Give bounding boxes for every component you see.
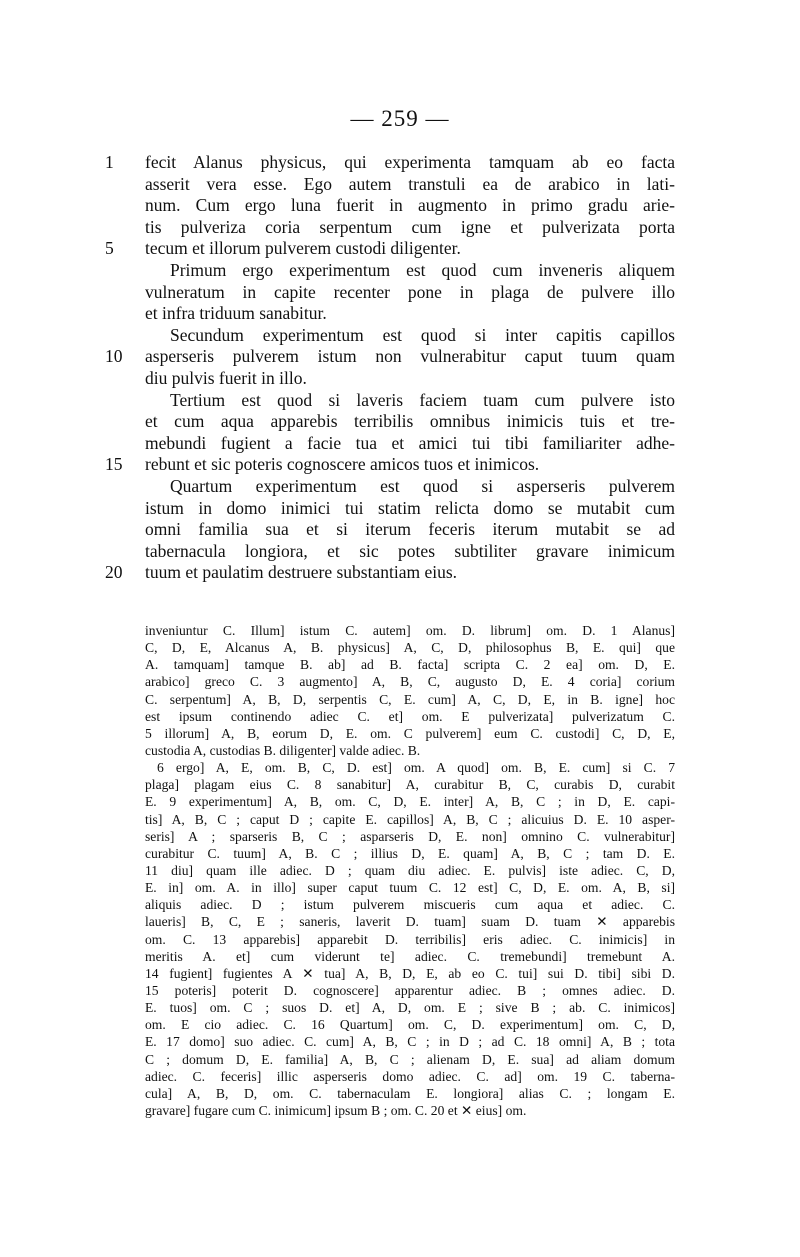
apparatus-line: 6 ergo] A, E, om. B, C, D. est] om. A quod] om. B, E. cum] si C. 7 <box>157 760 675 776</box>
line-text: tis pulveriza coria serpentum cum igne et pulverizata porta <box>145 216 675 237</box>
line-text: Secundum experimentum est quod si inter capitis capillos <box>170 324 675 345</box>
apparatus-line: E. in] om. A. in illo] super caput tuum C. 12 est] C, D, E. om. A, B, si] <box>145 880 675 896</box>
apparatus-line: om. C. 13 apparebis] apparebit D. terribilis] eris adiec. C. inimicis] in <box>145 931 675 947</box>
line-text: tecum et illorum pulverem custodi diligenter. <box>145 238 461 259</box>
text-line <box>145 433 675 455</box>
text-line <box>105 562 675 584</box>
line-text: fecit Alanus physicus, qui experimenta tamquam ab eo facta <box>145 152 675 172</box>
apparatus-line: gravare] fugare cum C. inimicum] ipsum B ; om. C. 20 et ✕ eius] om. <box>145 1102 527 1118</box>
apparatus-line: est ipsum continendo adiec C. et] om. E pulverizata] pulverizatum C. <box>145 708 675 724</box>
text-line <box>105 238 675 260</box>
text-line <box>145 411 675 433</box>
main-text <box>105 152 675 584</box>
text-line <box>145 260 675 282</box>
text-line <box>145 325 675 347</box>
critical-apparatus <box>145 622 675 1119</box>
line-text: num. Cum ergo luna fuerit in augmento in primo gradu arie- <box>145 195 675 216</box>
line-text: mebundi fugient a facie tua et amici tui tibi familiariter adhe- <box>145 432 675 453</box>
line-number: 20 <box>105 562 123 583</box>
line-text: Tertium est quod si laveris faciem tuam cum pulvere isto <box>170 389 675 410</box>
text-line <box>105 454 675 476</box>
line-text: rebunt et sic poteris cognoscere amicos tuos et inimicos. <box>145 454 540 475</box>
line-number: 1 <box>105 152 114 172</box>
apparatus-line: 11 diu] quam ille adiec. D ; quam diu adiec. E. pulvis] iste adiec. C, D, <box>145 862 675 878</box>
apparatus-line: C. serpentum] A, B, D, serpentis C, E. cum] A, C, D, E, in B. igne] hoc <box>145 691 675 707</box>
apparatus-line: E. 17 domo] suo adiec. C. cum] A, B, C ; in D ; ad C. 18 omni] A, B ; tota <box>145 1034 675 1050</box>
line-text: diu pulvis fuerit in illo. <box>145 367 307 388</box>
text-line <box>145 476 675 498</box>
text-line <box>145 195 675 217</box>
text-line <box>145 541 675 563</box>
apparatus-line: plaga] plagam eius C. 8 sanabitur] A, curabitur B, C, curabis D, curabit <box>145 777 675 793</box>
line-text: Primum ergo experimentum est quod cum inveneris aliquem <box>170 259 675 280</box>
line-text: omni familia sua et si iterum feceris iterum mutabit se ad <box>145 519 675 540</box>
apparatus-line: cula] A, B, D, om. C. tabernaculam E. longiora] alias C. ; longam E. <box>145 1085 675 1101</box>
apparatus-line: seris] A ; sparseris B, C ; asparseris D, E. non] omnino C. vulnerabitur] <box>145 828 675 844</box>
apparatus-line: adiec. C. feceris] illic asperseris domo adiec. C. ad] om. 19 C. taberna- <box>145 1068 675 1084</box>
line-number: 5 <box>105 238 114 259</box>
line-text: tuum et paulatim destruere substantiam eius. <box>145 562 458 583</box>
apparatus-line: meritis A. et] cum viderunt te] adiec. C. tremebundi] tremebunt A. <box>145 948 675 964</box>
apparatus-line: 15 poteris] poterit D. cognoscere] apparentur adiec. B ; omnes adiec. D. <box>145 982 675 998</box>
text-line <box>145 390 675 412</box>
page-number: — 259 — <box>350 106 450 131</box>
text-line <box>105 346 675 368</box>
text-line <box>145 498 675 520</box>
apparatus-line: om. E cio adiec. C. 16 Quartum] om. C, D. experimentum] om. C, D, <box>145 1017 675 1033</box>
line-number: 10 <box>105 346 123 367</box>
apparatus-line: 5 illorum] A, B, eorum D, E. om. C pulverem] eum C. custodi] C, D, E, <box>145 725 675 741</box>
apparatus-line: E. 9 experimentum] A, B, om. C, D, E. inter] A, B, C ; in D, E. capi- <box>145 794 675 810</box>
apparatus-line: custodia A, custodias B. diligenter] valde adiec. B. <box>145 742 421 758</box>
apparatus-line: C, D, E, Alcanus A, B. physicus] A, C, D, philosophus B, E. qui] que <box>145 640 675 656</box>
text-line <box>145 282 675 304</box>
apparatus-line: aliquis adiec. D ; istum pulverem miscueris cum aqua et adiec. C. <box>145 897 675 913</box>
apparatus-line: inveniuntur C. Illum] istum C. autem] om. D. librum] om. D. 1 Alanus] <box>145 623 675 638</box>
text-line <box>145 303 675 325</box>
text-line <box>145 519 675 541</box>
text-line <box>145 368 675 390</box>
line-text: vulneratum in capite recenter pone in plaga de pulvere illo <box>145 281 675 302</box>
line-text: et cum aqua apparebis terribilis omnibus inimicis tuis et tre- <box>145 411 675 432</box>
text-line <box>105 152 675 174</box>
line-text: et infra triduum sanabitur. <box>145 303 327 324</box>
text-line <box>145 217 675 239</box>
text-line <box>145 174 675 196</box>
apparatus-line: curabitur C. tuum] A, B. C ; illius D, E. quam] A, B, C ; tam D. E. <box>145 845 675 861</box>
apparatus-line: A. tamquam] tamque B. ab] ad B. facta] scripta C. 2 ea] om. D, E. <box>145 657 675 673</box>
apparatus-line: laueris] B, C, E ; saneris, laverit D. tuam] suam D. tuam ✕ apparebis <box>145 914 675 930</box>
apparatus-line: 14 fugient] fugientes A ✕ tua] A, B, D, E, ab eo C. tui] sui D. tibi] sibi D. <box>145 965 675 981</box>
line-number: 15 <box>105 454 123 475</box>
apparatus-line: arabico] greco C. 3 augmento] A, B, C, augusto D, E. 4 coria] corium <box>145 674 675 690</box>
apparatus-line: C ; domum D, E. familia] A, B, C ; alienam D, E. sua] ad aliam domum <box>145 1051 675 1067</box>
apparatus-line: E. tuos] om. C ; suos D. et] A, D, om. E ; sive B ; ab. C. inimicos] <box>145 1000 675 1016</box>
line-text: asserit vera esse. Ego autem transtuli ea de arabico in lati- <box>145 173 675 194</box>
line-text: tabernacula longiora, et sic potes subtiliter gravare inimicum <box>145 540 675 561</box>
line-text: istum in domo inimici tui statim relicta domo se mutabit cum <box>145 497 675 518</box>
line-text: asperseris pulverem istum non vulnerabitur caput tuum quam <box>145 346 675 367</box>
line-text: Quartum experimentum est quod si asperseris pulverem <box>170 475 675 496</box>
apparatus-line: tis] A, B, C ; caput D ; capite E. capillos] A, B, C ; alicuius D. E. 10 asper- <box>145 811 675 827</box>
